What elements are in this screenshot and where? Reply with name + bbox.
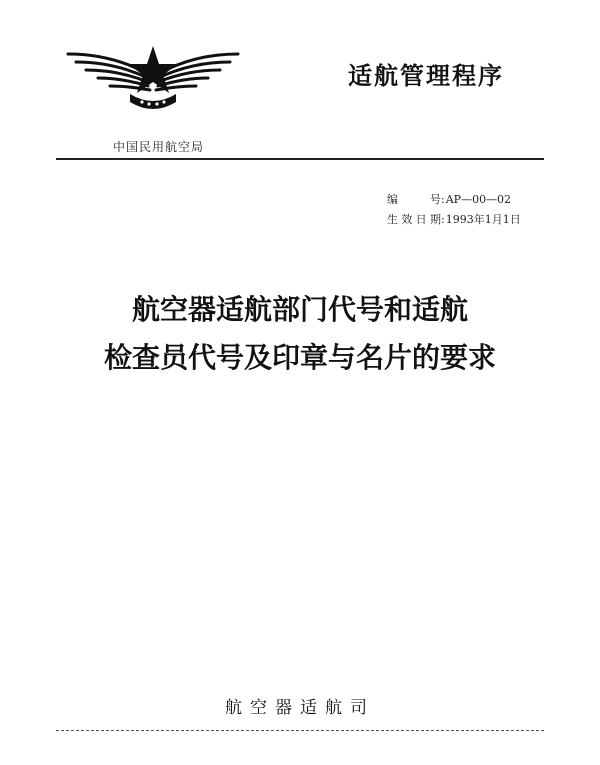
effective-date-value: 1993年1月1日 (445, 213, 521, 226)
footer-divider (56, 730, 544, 731)
document-meta (387, 190, 521, 230)
caac-logo (62, 40, 244, 112)
document-title (60, 286, 540, 382)
effective-date-label: 生效日期 (387, 213, 441, 226)
document-number-value: AP—00—02 (445, 193, 512, 206)
document-title-line-1: 航空器适航部门代号和适航 (131, 293, 468, 326)
document-title-line-2: 检查员代号及印章与名片的要求 (103, 341, 496, 374)
winged-star-emblem-icon (62, 40, 244, 112)
document-number-label: 编 号 (387, 193, 441, 206)
document-number-row: 编 号:AP—00—02 (387, 190, 521, 210)
effective-date-row: 生效日期:1993年1月1日 (387, 210, 521, 230)
series-title: 适航管理程序 (348, 62, 504, 90)
issuing-department: 航空器适航司 (225, 698, 375, 718)
organization-name: 中国民用航空局 (113, 140, 205, 154)
header-divider (56, 158, 544, 160)
